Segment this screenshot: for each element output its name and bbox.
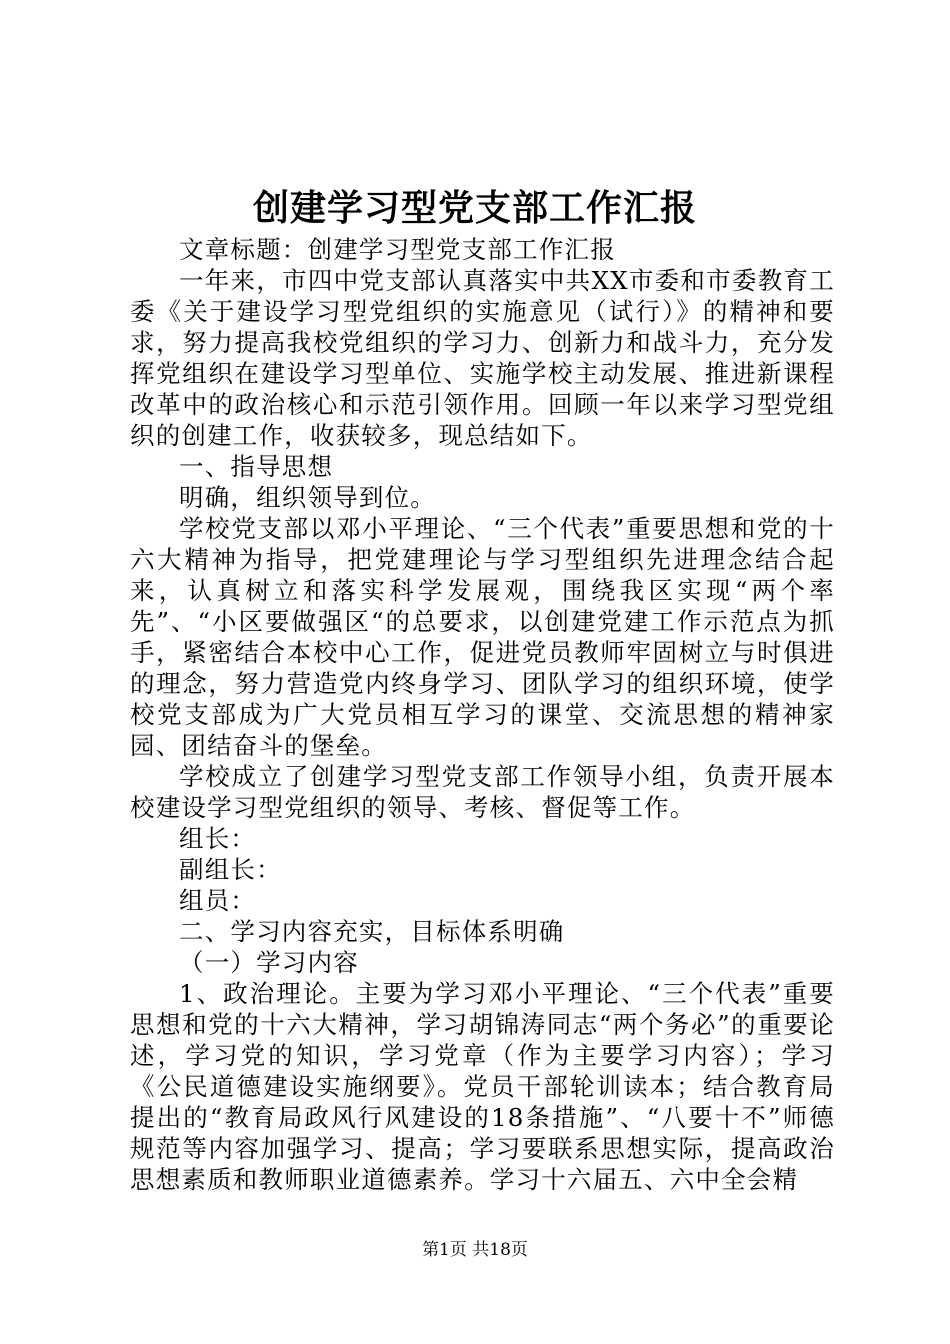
document-body bbox=[130, 234, 835, 1195]
paragraph: 学校党支部以邓小平理论、“三个代表”重要思想和党的十六大精神为指导，把党建理论与学习型组织先进理念结合起来，认真树立和落实科学发展观，围绕我区实现“两个率先”、“小区要做强区“的总要求，以创建党建工作示范点为抓手，紧密结合本校中心工作，促进党员教师牢固树立与时俱进的理念，努力营造党内终身学习、团队学习的组织环境，使学校党支部成为广大党员相互学习的课堂、交流思想的精神家园、团结奋斗的堡垒。 bbox=[130, 514, 835, 760]
document-title: 创建学习型党支部工作汇报 bbox=[252, 187, 697, 229]
paragraph: 一年来，市四中党支部认真落实中共XX市委和市委教育工委《关于建设学习型党组织的实施意见（试行）》的精神和要求，努力提高我校党组织的学习力、创新力和战斗力，充分发挥党组织在建设学习型单位、实施学校主动发展、推进新课程改革中的政治核心和示范引领作用。回顾一年以来学习型党组织的创建工作，收获较多，现总结如下。 bbox=[130, 266, 835, 450]
paragraph: 1、政治理论。主要为学习邓小平理论、“三个代表”重要思想和党的十六大精神，学习胡锦涛同志“两个务必”的重要论述，学习党的知识，学习党章（作为主要学习内容）；学习《公民道德建设实施纲要》。党员干部轮训读本；结合教育局提出的“教育局政风行风建设的18条措施”、“八要十不”师德规范等内容加强学习、提高；学习要联系思想实际，提高政治思想素质和教师职业道德素养。学习十六届五、六中全会精 bbox=[130, 979, 835, 1194]
paragraph: 文章标题：创建学习型党支部工作汇报 bbox=[179, 235, 616, 264]
paragraph: 一、指导思想 bbox=[179, 452, 334, 481]
paragraph: 组员： bbox=[179, 886, 257, 915]
paragraph: 副组长： bbox=[179, 855, 282, 884]
paragraph: 二、学习内容充实，目标体系明确 bbox=[179, 917, 565, 946]
paragraph: 学校成立了创建学习型党支部工作领导小组，负责开展本校建设学习型党组织的领导、考核、督促等工作。 bbox=[130, 762, 835, 822]
paragraph: 组长： bbox=[179, 824, 257, 853]
page-number: 第1页 共18页 bbox=[422, 1240, 528, 1260]
paragraph: （一）学习内容 bbox=[179, 948, 359, 977]
paragraph: 明确，组织领导到位。 bbox=[179, 483, 436, 512]
